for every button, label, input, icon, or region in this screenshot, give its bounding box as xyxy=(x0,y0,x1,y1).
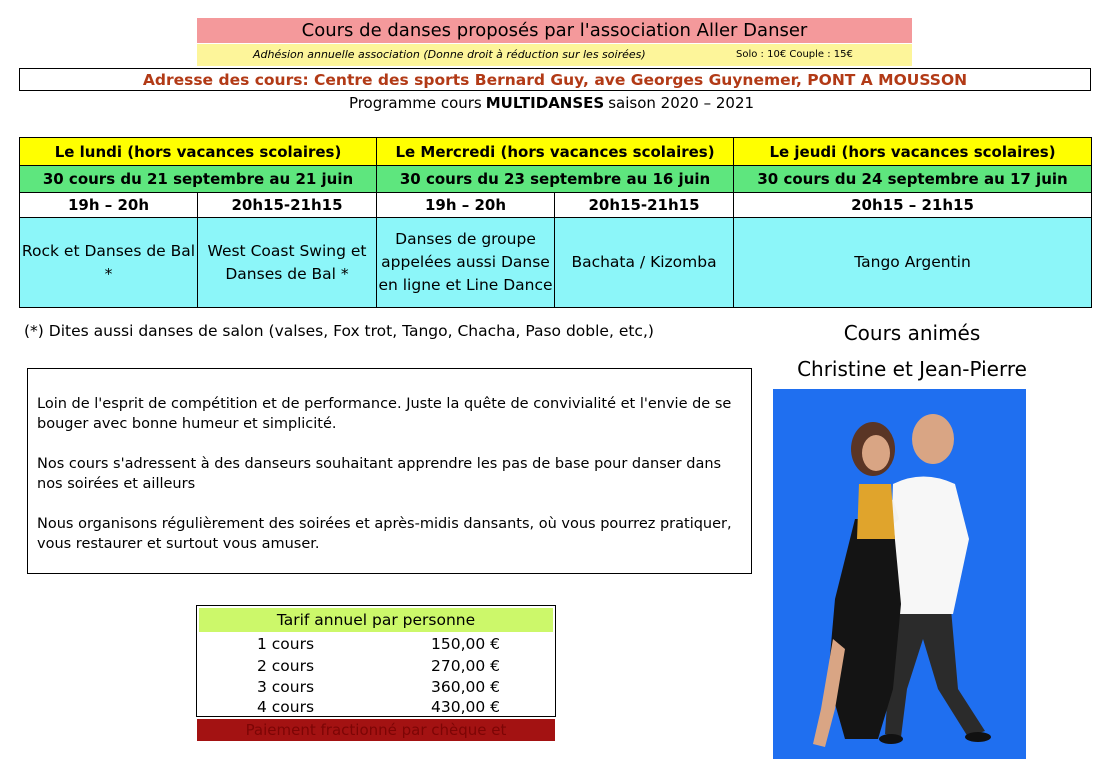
tarif-label: 4 cours xyxy=(257,698,315,716)
tarif-row xyxy=(197,635,555,656)
period-monday: 30 cours du 21 septembre au 21 juin xyxy=(20,166,377,193)
course-row xyxy=(20,218,1092,308)
day-row xyxy=(20,138,1092,166)
adhesion-prices: Solo : 10€ Couple : 15€ xyxy=(736,49,853,60)
day-thursday: Le jeudi (hors vacances scolaires) xyxy=(734,138,1092,166)
programme-prefix: Programme cours xyxy=(348,94,482,112)
period-wednesday: 30 cours du 23 septembre au 16 juin xyxy=(377,166,734,193)
payment-note: Paiement fractionné par chèque et xyxy=(197,719,555,741)
tarif-row xyxy=(197,678,555,699)
day-wednesday: Le Mercredi (hors vacances scolaires) xyxy=(377,138,734,166)
programme-season: saison 2020 – 2021 xyxy=(608,94,755,112)
day-monday: Le lundi (hors vacances scolaires) xyxy=(20,138,377,166)
info-paragraph: Nous organisons régulièrement des soirées et après-midis dansants, où vous pourrez pratiquer, vous restaurer et surtout vous amuser. xyxy=(37,516,732,552)
time-slot: 20h15-21h15 xyxy=(555,193,734,218)
footnote: (*) Dites aussi danses de salon (valses, Fox trot, Tango, Chacha, Paso doble, etc,) xyxy=(24,322,654,340)
programme-line xyxy=(0,93,1103,113)
coaches-title: Cours animés xyxy=(843,321,981,345)
tarif-row xyxy=(197,698,555,719)
period-row xyxy=(20,166,1092,193)
tarif-price: 360,00 € xyxy=(431,678,501,696)
programme-name: MULTIDANSES xyxy=(485,94,605,112)
page-title: Cours de danses proposés par l'association Aller Danser xyxy=(197,18,912,43)
period-thursday: 30 cours du 24 septembre au 17 juin xyxy=(734,166,1092,193)
course-cell: Rock et Danses de Bal * xyxy=(20,218,198,308)
coaches-names: Christine et Jean-Pierre xyxy=(797,357,1027,381)
adhesion-banner xyxy=(197,44,912,66)
tarif-table xyxy=(196,605,556,717)
couple-photo xyxy=(773,389,1026,759)
tarif-label: 3 cours xyxy=(257,678,315,696)
info-paragraph: Loin de l'esprit de compétition et de performance. Juste la quête de convivialité et l'envie de se bouger avec bonne humeur et simplicité. xyxy=(37,396,732,432)
tarif-label: 1 cours xyxy=(257,635,315,653)
schedule-table xyxy=(19,137,1092,308)
tarif-price: 270,00 € xyxy=(431,657,501,675)
info-box xyxy=(27,368,752,574)
time-slot: 19h – 20h xyxy=(377,193,555,218)
tarif-row xyxy=(197,657,555,678)
time-slot: 19h – 20h xyxy=(20,193,198,218)
time-row xyxy=(20,193,1092,218)
tarif-price: 150,00 € xyxy=(431,635,501,653)
tarif-label: 2 cours xyxy=(257,657,315,675)
info-paragraph: Nos cours s'adressent à des danseurs souhaitant apprendre les pas de base pour danser dans nos soirées et ailleurs xyxy=(37,456,722,492)
time-slot: 20h15-21h15 xyxy=(198,193,377,218)
dancers-illustration xyxy=(773,389,1026,759)
course-cell: Tango Argentin xyxy=(734,218,1092,308)
tarif-header: Tarif annuel par personne xyxy=(199,608,553,632)
tarif-price: 430,00 € xyxy=(431,698,501,716)
adhesion-text: Adhésion annuelle association (Donne droit à réduction sur les soirées) xyxy=(253,48,646,61)
address-banner: Adresse des cours: Centre des sports Bernard Guy, ave Georges Guynemer, PONT A MOUSSON xyxy=(19,68,1091,91)
course-cell: Danses de groupe appelées aussi Danse en ligne et Line Dance xyxy=(377,218,555,308)
course-cell: Bachata / Kizomba xyxy=(555,218,734,308)
course-cell: West Coast Swing et Danses de Bal * xyxy=(198,218,377,308)
time-slot: 20h15 – 21h15 xyxy=(734,193,1092,218)
